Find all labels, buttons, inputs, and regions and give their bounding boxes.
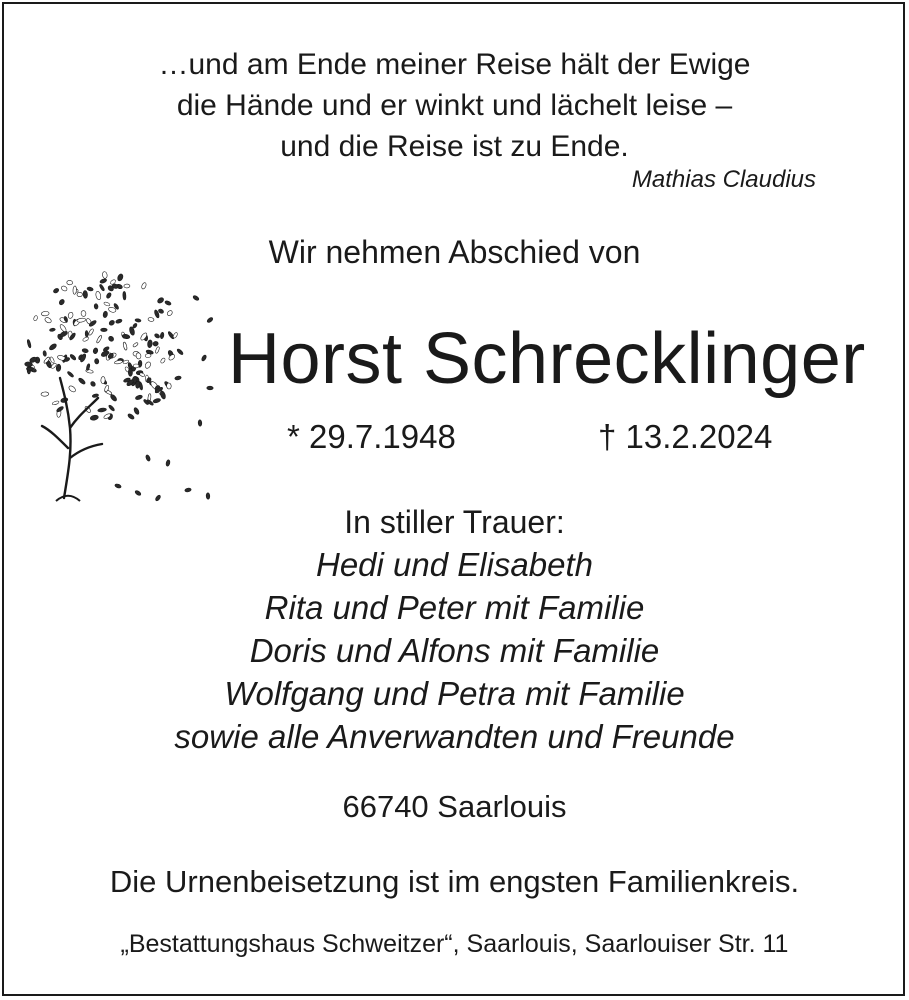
- leaf-shape: [83, 290, 88, 298]
- leaf-shape: [58, 298, 65, 305]
- leaf-shape: [141, 282, 147, 290]
- falling-leaf-shape: [114, 483, 121, 488]
- leaf-shape: [108, 404, 115, 411]
- leaf-shape: [73, 286, 77, 295]
- leaf-shape: [102, 271, 108, 279]
- leaf-shape: [85, 331, 88, 338]
- leaf-shape: [96, 335, 103, 344]
- leaf-shape: [99, 278, 107, 284]
- funeral-home: „Bestattungshaus Schweitzer“, Saarlouis, Saarlouiser Str. 11: [120, 930, 789, 958]
- leaf-shape: [117, 273, 124, 282]
- leaf-shape: [172, 332, 178, 339]
- falling-leaf-shape: [155, 494, 162, 501]
- mourning-label: In stiller Trauer:: [344, 504, 565, 540]
- leaf-shape: [166, 310, 173, 317]
- tree-with-falling-leaves-icon: [18, 258, 218, 508]
- leaf-shape: [148, 317, 155, 322]
- birth-date: * 29.7.1948: [287, 418, 456, 455]
- leaf-shape: [48, 343, 57, 351]
- leaf-shape: [160, 357, 166, 364]
- leaf-shape: [108, 335, 115, 342]
- leaf-shape: [103, 301, 110, 306]
- burial-note: Die Urnenbeisetzung ist im engsten Familienkreis.: [109, 864, 800, 899]
- leaf-shape: [81, 310, 87, 317]
- quote-author: Mathias Claudius: [631, 166, 816, 193]
- falling-leaf-shape: [198, 420, 202, 427]
- leaf-shape: [67, 280, 73, 285]
- leaf-shape: [27, 339, 32, 348]
- leaf-shape: [166, 383, 171, 389]
- leaf-shape: [69, 354, 76, 361]
- leaf-shape: [115, 318, 122, 323]
- quote-line-1: …und am Ende meiner Reise hält der Ewige: [158, 48, 751, 81]
- leaf-shape: [82, 336, 89, 342]
- leaf-shape: [106, 292, 112, 299]
- leaf-shape: [136, 352, 142, 359]
- falling-leaf-shape: [192, 295, 199, 302]
- leaf-shape: [153, 398, 161, 404]
- leaf-shape: [160, 332, 164, 339]
- leaf-shape: [90, 414, 99, 421]
- leaf-shape: [97, 408, 106, 413]
- deceased-name: Horst Schrecklinger: [228, 319, 866, 399]
- leaf-shape: [88, 328, 94, 336]
- leaf-shape: [78, 377, 86, 385]
- leaf-shape: [95, 291, 101, 300]
- mourner-line: Wolfgang und Petra mit Familie: [224, 675, 685, 712]
- leaf-shape: [82, 348, 89, 353]
- leaf-shape: [33, 315, 38, 321]
- leaf-shape: [26, 367, 34, 370]
- leaf-shape: [103, 311, 108, 318]
- leaf-shape: [56, 364, 61, 372]
- leaf-shape: [147, 340, 153, 348]
- leaf-shape: [101, 376, 106, 383]
- leaf-shape: [135, 394, 143, 400]
- leaf-shape: [93, 347, 99, 354]
- leaf-shape: [43, 350, 47, 356]
- falling-leaf-shape: [206, 317, 213, 324]
- falling-leaf-shape: [206, 493, 210, 500]
- leaf-shape: [128, 368, 132, 376]
- falling-leaf-shape: [201, 354, 207, 361]
- leaf-shape: [133, 407, 140, 415]
- mourner-line: Hedi und Elisabeth: [315, 546, 594, 583]
- leaf-shape: [59, 324, 67, 333]
- leaf-shape: [52, 400, 60, 405]
- leaf-shape: [139, 372, 145, 377]
- falling-leaf-shape: [164, 300, 171, 306]
- leaf-shape: [133, 364, 139, 368]
- leaf-shape: [67, 312, 73, 319]
- leaf-shape: [122, 334, 130, 340]
- leaf-shape: [77, 318, 86, 323]
- leaf-shape: [103, 346, 110, 352]
- leaf-shape: [132, 342, 138, 348]
- leaf-shape: [127, 413, 135, 420]
- falling-leaf-shape: [184, 488, 191, 493]
- leaf-shape: [159, 390, 166, 399]
- leaf-shape: [123, 291, 126, 300]
- city-line: 66740 Saarlouis: [342, 789, 567, 824]
- leaf-shape: [155, 346, 160, 353]
- leaf-shape: [94, 358, 99, 364]
- leaf-shape: [67, 371, 74, 378]
- mourner-line: Rita und Peter mit Familie: [264, 589, 645, 626]
- leaf-shape: [124, 284, 130, 288]
- intro-text: Wir nehmen Abschied von: [268, 234, 641, 270]
- leaf-shape: [49, 328, 55, 332]
- falling-leaf-shape: [145, 454, 151, 461]
- leaf-shape: [68, 385, 77, 393]
- leaf-shape: [144, 361, 151, 369]
- leaf-shape: [135, 318, 141, 322]
- leaf-shape: [145, 353, 151, 357]
- leaf-shape: [61, 285, 68, 292]
- leaf-shape: [123, 342, 128, 351]
- leaf-shape: [77, 292, 83, 297]
- leaf-shape: [87, 287, 94, 292]
- leaf-shape: [44, 317, 52, 324]
- mourner-line: sowie alle Anverwandten und Freunde: [174, 718, 735, 755]
- leaf-shape: [154, 333, 160, 339]
- leaf-shape: [176, 348, 184, 355]
- leaf-shape: [94, 303, 99, 309]
- leaf-shape: [53, 288, 60, 294]
- falling-leaf-shape: [207, 386, 213, 390]
- quote-line-3: und die Reise ist zu Ende.: [280, 130, 629, 163]
- falling-leaf-shape: [174, 376, 181, 381]
- falling-leaf-shape: [134, 490, 141, 497]
- death-date: † 13.2.2024: [598, 418, 773, 455]
- leaf-shape: [41, 392, 49, 397]
- quote-line-2: die Hände und er winkt und lächelt leise –: [176, 89, 733, 122]
- leaf-shape: [99, 284, 105, 292]
- falling-leaf-shape: [165, 459, 170, 466]
- leaf-shape: [41, 311, 49, 316]
- leaf-shape: [152, 341, 158, 347]
- leaf-shape: [108, 319, 115, 326]
- leaf-shape: [114, 360, 123, 365]
- leaf-shape: [157, 297, 165, 305]
- mourner-line: Doris und Alfons mit Familie: [249, 632, 660, 669]
- leaf-shape: [101, 328, 108, 331]
- leaf-shape: [90, 381, 97, 388]
